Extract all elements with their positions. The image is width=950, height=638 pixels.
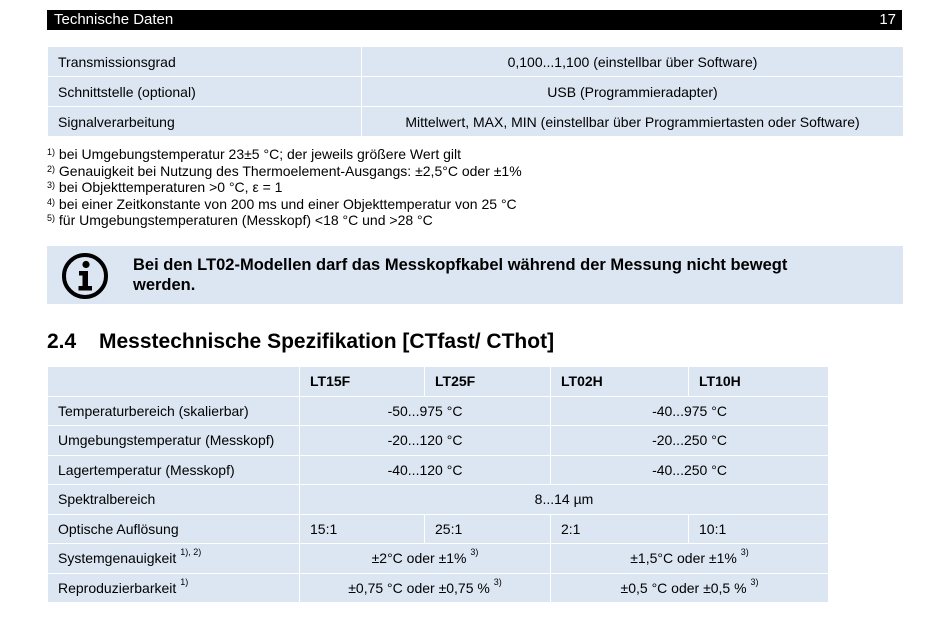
row-value: 0,100...1,100 (einstellbar über Software) <box>362 47 904 77</box>
notice-box <box>47 246 903 304</box>
info-icon <box>61 252 109 300</box>
header-cell-empty <box>48 367 300 397</box>
cell-text: ±2°C oder ±1% <box>371 550 467 567</box>
cell-value <box>300 573 551 603</box>
table-row <box>48 396 829 426</box>
row-value: Mittelwert, MAX, MIN (einstellbar über Programmiertasten oder Software) <box>362 107 904 137</box>
footnote-mark: 4) <box>47 196 56 207</box>
header-title: Technische Daten <box>54 11 174 28</box>
notice-text <box>133 255 873 295</box>
cell-text: ±0,75 °C oder ±0,75 % <box>348 579 490 596</box>
footnote-ref: 1) <box>180 576 189 587</box>
section-number: 2.4 <box>47 330 77 353</box>
specs-table-continued <box>47 46 904 137</box>
cell-value: -20...120 °C <box>300 426 551 456</box>
column-header: LT02H <box>551 367 689 397</box>
cell-value: -40...120 °C <box>300 455 551 485</box>
cell-value: 15:1 <box>300 514 425 544</box>
footnotes <box>47 146 522 229</box>
footnote-ref: 3) <box>740 547 749 558</box>
footnote <box>47 163 522 180</box>
row-label: Optische Auflösung <box>48 514 300 544</box>
row-label: Transmissionsgrad <box>48 47 362 77</box>
footnote-ref: 3) <box>493 576 502 587</box>
footnote-text: bei einer Zeitkonstante von 200 ms und einer Objekttemperatur von 25 °C <box>55 195 517 212</box>
row-label: Schnittstelle (optional) <box>48 77 362 107</box>
row-label: Temperaturbereich (skalierbar) <box>48 396 300 426</box>
cell-value: 8...14 µm <box>300 485 829 515</box>
footnote-mark: 3) <box>47 180 56 190</box>
footnote-mark: 5) <box>47 213 56 223</box>
page-header <box>47 10 902 30</box>
footnote-text: für Umgebungstemperaturen (Messkopf) <18 °C und >28 °C <box>55 212 433 228</box>
table-row <box>48 573 829 603</box>
cell-value <box>300 544 551 574</box>
row-label <box>48 544 300 574</box>
row-value: USB (Programmieradapter) <box>362 77 904 107</box>
footnote-mark: 1) <box>47 147 56 157</box>
notice-line: werden. <box>133 276 196 294</box>
footnote-text: bei Umgebungstemperatur 23±5 °C; der jeweils größere Wert gilt <box>55 146 461 162</box>
measurement-specs-table <box>47 366 829 603</box>
footnote-ref: 1), 2) <box>180 547 202 558</box>
row-label: Spektralbereich <box>48 485 300 515</box>
footnote-text: Genauigkeit bei Nutzung des Thermoelement-Ausgangs: ±2,5°C oder ±1% <box>55 162 522 179</box>
cell-value <box>551 573 829 603</box>
footnote <box>47 196 522 213</box>
cell-value: -40...975 °C <box>551 396 829 426</box>
row-label-text: Systemgenauigkeit <box>58 550 177 567</box>
table-row <box>48 514 829 544</box>
cell-value: -40...250 °C <box>551 455 829 485</box>
table-row <box>48 485 829 515</box>
column-header: LT25F <box>425 367 551 397</box>
page-number: 17 <box>879 11 896 28</box>
footnote-mark: 2) <box>47 163 56 174</box>
row-label: Signalverarbeitung <box>48 107 362 137</box>
row-label: Lagertemperatur (Messkopf) <box>48 455 300 485</box>
footnote-ref: 3) <box>750 576 759 587</box>
section-heading <box>47 330 554 354</box>
table-row <box>48 47 904 77</box>
table-row <box>48 77 904 107</box>
footnote-ref: 3) <box>470 547 479 558</box>
cell-text: ±1,5°C oder ±1% <box>630 550 737 567</box>
cell-value: -20...250 °C <box>551 426 829 456</box>
footnote-text: bei Objekttemperaturen >0 °C, ε = 1 <box>55 179 283 195</box>
cell-value: 2:1 <box>551 514 689 544</box>
notice-line: Bei den LT02-Modellen darf das Messkopfkabel während der Messung nicht bewegt <box>133 256 788 274</box>
cell-value <box>551 544 829 574</box>
column-header: LT10H <box>689 367 829 397</box>
table-row <box>48 107 904 137</box>
row-label-text: Reproduzierbarkeit <box>58 579 177 596</box>
section-title: Messtechnische Spezifikation [CTfast/ CThot] <box>99 330 555 353</box>
table-row <box>48 455 829 485</box>
row-label <box>48 573 300 603</box>
footnote <box>47 212 522 229</box>
column-header: LT15F <box>300 367 425 397</box>
cell-value: 10:1 <box>689 514 829 544</box>
cell-value: -50...975 °C <box>300 396 551 426</box>
cell-value: 25:1 <box>425 514 551 544</box>
row-label: Umgebungstemperatur (Messkopf) <box>48 426 300 456</box>
table-row <box>48 426 829 456</box>
footnote <box>47 146 522 163</box>
cell-text: ±0,5 °C oder ±0,5 % <box>620 579 747 596</box>
table-header-row <box>48 367 829 397</box>
footnote <box>47 179 522 196</box>
table-row <box>48 544 829 574</box>
